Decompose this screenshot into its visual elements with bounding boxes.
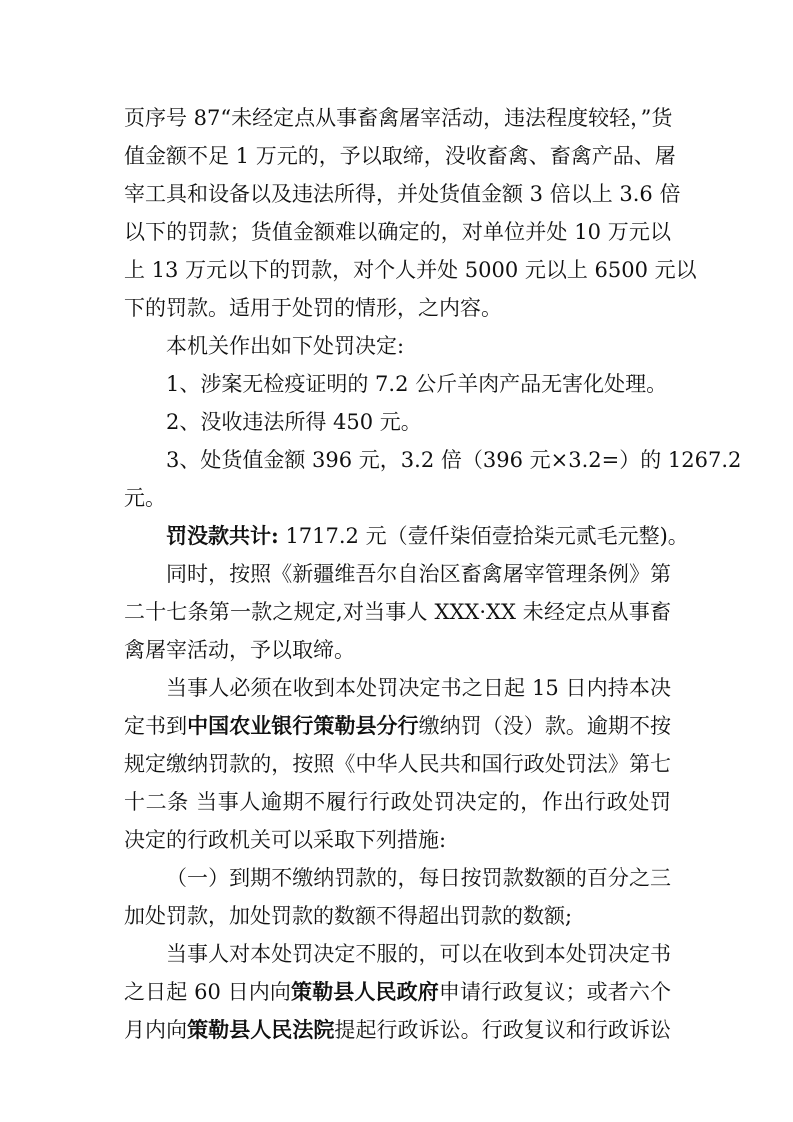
payment-line-1: 当事人必须在收到本处罚决定书之日起 15 日内持本决 xyxy=(166,676,671,700)
document-body xyxy=(124,99,742,1049)
appeal-line-3-pre: 月内向 xyxy=(124,1018,188,1042)
government-name: 策勒县人民政府 xyxy=(291,979,439,1004)
decision-intro: 本机关作出如下处罚决定: xyxy=(166,334,405,358)
measure-line-1: （一）到期不缴纳罚款的，每日按罚款数额的百分之三 xyxy=(166,866,671,890)
appeal-line-2-post: 申请行政复议；或者六个 xyxy=(438,980,672,1004)
decision-item-3: 3、处货值金额 396 元，3.2 倍（396 元×3.2=）的 1267.2 xyxy=(166,448,742,472)
appeal-line-3-post: 提起行政诉讼。行政复议和行政诉讼 xyxy=(334,1018,672,1042)
appeal-line-3 xyxy=(124,1011,671,1049)
payment-line-3: 规定缴纳罚款的，按照《中华人民共和国行政处罚法》第七 xyxy=(124,752,671,776)
total-value: 1717.2 元（壹仟柒佰壹拾柒元贰毛元整)。 xyxy=(278,524,689,548)
appeal-line-2-pre: 之日起 60 日内向 xyxy=(124,980,292,1004)
payment-line-2-post: 缴纳罚（没）款。逾期不按 xyxy=(418,714,672,738)
meanwhile-line-1: 同时，按照《新疆维吾尔自治区畜禽屠宰管理条例》第 xyxy=(166,562,671,586)
payment-line-2 xyxy=(124,707,671,745)
appeal-line-1: 当事人对本处罚决定不服的，可以在收到本处罚决定书 xyxy=(166,942,671,966)
basis-line-3: 宰工具和设备以及违法所得，并处货值金额 3 倍以上 3.6 倍 xyxy=(124,182,681,206)
basis-line-1: 页序号 87“未经定点从事畜禽屠宰活动，违法程度较轻，”货 xyxy=(124,106,673,130)
payment-line-4: 十二条 当事人逾期不履行行政处罚决定的，作出行政处罚 xyxy=(124,790,671,814)
measure-line-2: 加处罚款，加处罚款的数额不得超出罚款的数额; xyxy=(124,904,573,928)
total-line xyxy=(124,517,689,555)
basis-line-2: 值金额不足 1 万元的，予以取缔，没收畜禽、畜禽产品、屠 xyxy=(124,144,676,168)
bank-name: 中国农业银行策勒县分行 xyxy=(187,713,419,738)
decision-item-1: 1、涉案无检疫证明的 7.2 公斤羊肉产品无害化处理。 xyxy=(166,372,668,396)
total-label: 罚没款共计: xyxy=(166,523,279,548)
basis-line-4: 以下的罚款；货值金额难以确定的，对单位并处 10 万元以 xyxy=(124,220,671,244)
meanwhile-line-2: 二十七条第一款之规定,对当事人 XXX·XX 未经定点从事畜 xyxy=(124,600,671,624)
decision-item-2: 2、没收违法所得 450 元。 xyxy=(166,410,422,434)
meanwhile-line-3: 禽屠宰活动，予以取缔。 xyxy=(124,638,355,662)
appeal-line-2 xyxy=(124,973,671,1011)
decision-item-3-cont: 元。 xyxy=(124,486,166,510)
basis-line-6: 下的罚款。适用于处罚的情形，之内容。 xyxy=(124,296,502,320)
payment-line-5: 决定的行政机关可以采取下列措施: xyxy=(124,828,447,852)
court-name: 策勒县人民法院 xyxy=(187,1017,335,1042)
basis-line-5: 上 13 万元以下的罚款，对个人并处 5000 元以上 6500 元以 xyxy=(124,258,697,282)
payment-line-2-pre: 定书到 xyxy=(124,714,188,738)
